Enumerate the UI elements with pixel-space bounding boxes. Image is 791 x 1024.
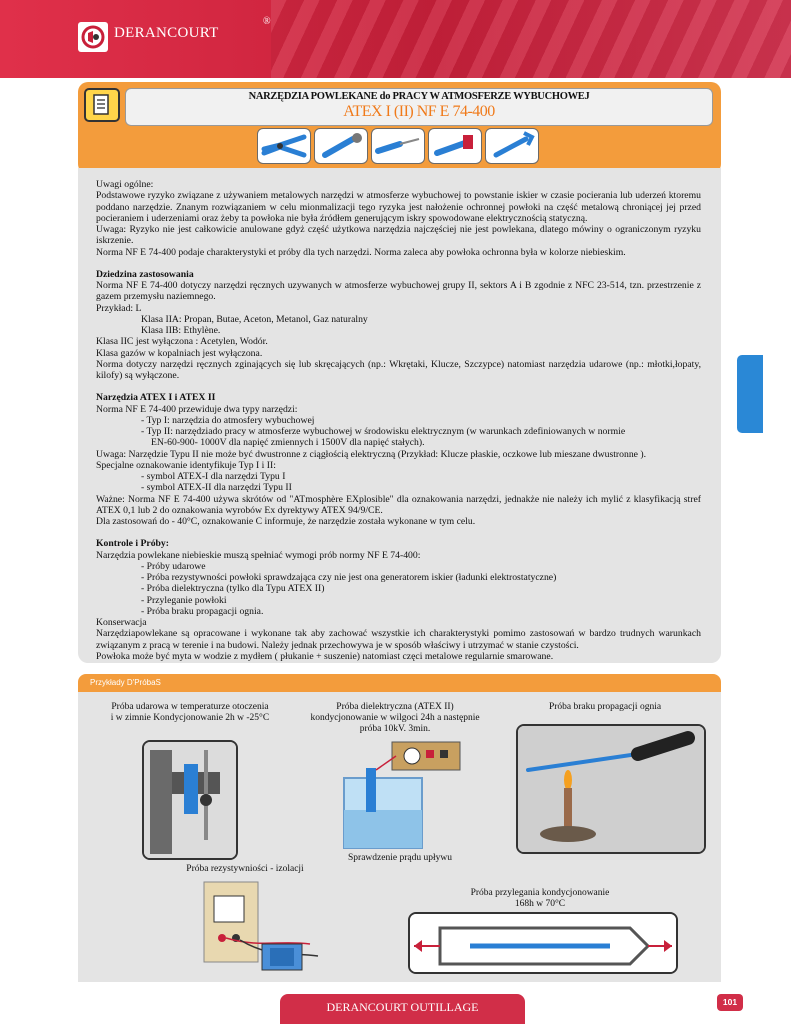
list-item: EN-60-900- 1000V dla napięć zmiennych i 1500V dla napięć stałych). <box>151 437 425 449</box>
title-box <box>125 88 713 126</box>
paragraph: Dla zastosowań do - 40°C, oznakowanie C informuje, że narzędzie została wykonane w tym celu. <box>96 516 476 527</box>
paragraph: Specjalne oznakowanie identyfikuje Typ I i II: <box>96 459 276 471</box>
dielectric-test-photo <box>336 740 466 852</box>
paragraph: Uwaga: Narzędzie Typu II nie może być dwustronne z ciągłością elektryczną (Przykład: Klucze płaskie, oczkowe lub mieszane dwustronne ). <box>96 448 647 460</box>
section-heading-atex: Narzędzia ATEX I i ATEX II <box>96 392 216 404</box>
pliers-icon <box>257 128 311 164</box>
list-item: - symbol ATEX-II dla narzędzi Typu II <box>141 482 292 494</box>
paragraph: Ważne: Norma NF E 74-400 używa skrótów od "ATmosphère EXplosible" dla oznakowania narzędzi, jednakże nie należy ich mylić z klasyfikacją stref ATEX 0,1 lub 2 do oznakowania wyrobów Ex dyrektywy ATEX 94/9/CE. <box>96 493 701 516</box>
paragraph: Konserwacja <box>96 617 147 628</box>
list-item: - Typ I: narzędzia do atmosfery wybuchowej <box>141 414 315 426</box>
examples-strip <box>78 674 721 692</box>
list-item: - Próba rezystywności powłoki sprawdzająca czy nie jest ona generatorem iskier (ładunki elektrostatyczne) <box>141 572 557 583</box>
footer-label: DERANCOURT OUTILLAGE <box>280 994 525 1024</box>
header-tools-background <box>271 0 791 78</box>
open-end-wrench-icon <box>485 128 539 164</box>
screwdriver-icon <box>371 128 425 164</box>
paragraph: Powłoka może być myta w wodzie z mydłem ( płukanie + suszenie) natomiast częci metalowe regularnie smarowane. <box>96 650 554 662</box>
section-heading-application: Dziedzina zastosowania <box>96 268 194 280</box>
paragraph: Klasa IIC jest wyłączona : Acetylen, Wodór. <box>96 336 268 348</box>
paragraph: Narzędziapowlekane są opracowane i wykonane tak aby zachować wszystkie ich charakterystyki pomimo zastosowań w bardzo trudnych warunkach związanym z pracą w terenie i na budowi. Należy jednak przechowywa je w sposób właściwy i utrzymać w stanie czystości. <box>96 628 701 651</box>
caption-resistivity-test: Próba rezystywniości - izolacji <box>186 864 304 874</box>
list-item: - symbol ATEX-I dla narzędzi Typu I <box>141 471 286 482</box>
caption-leakage-current: Sprawdzenie prądu upływu <box>348 853 452 863</box>
paragraph: Norma NF E 74-400 podaje charakterystyki et próby dla tych narzędzi. Norma zaleca aby powłoka ochronna była w kolorze niebieskim. <box>96 246 626 258</box>
caption-fire-test: Próba braku propagacji ognia <box>548 702 662 712</box>
general-notes-heading: Uwagi ogólne: <box>96 179 154 190</box>
document-icon <box>84 88 120 122</box>
title-line1: NARZĘDZIA POWLEKANE do PRACY W ATMOSFERZE WYBUCHOWEJ <box>248 91 590 102</box>
brand-logo <box>78 22 108 52</box>
list-item: - Próba braku propagacji ognia. <box>141 605 264 617</box>
adjustable-wrench-icon <box>314 128 368 164</box>
adhesion-test-photo <box>408 912 678 974</box>
title-line2: ATEX I (II) NF E 74-400 <box>343 103 495 120</box>
caption-adhesion-test: Próba przylegania kondycjonowanie 168h w 70°C <box>470 888 610 909</box>
section-side-tab <box>737 355 763 433</box>
paragraph: Uwaga: Ryzyko nie jest całkowicie anulowane gdyż część użytkowa narzędzia najczęściej nie jest powlekana, dlatego mówiny o ograniczonym ryzyku iskrzenie. <box>96 224 701 247</box>
list-item: - Przyleganie powłoki <box>141 594 227 606</box>
list-item: - Próba dielektryczna (tylko dla Typu ATEX II) <box>141 583 325 595</box>
paragraph: Norma NF E 74-400 przewiduje dwa typy narzędzi: <box>96 403 298 415</box>
paragraph: Norma dotyczy narzędzi ręcznych zginających się lub skręcających (np.: Wkrętaki, Klucze, Szczypce) natomiast narzędzia udarowe (np.: młotki,łopaty, kilofy) są wyłączone. <box>96 358 701 381</box>
examples-label: Przykłady D'PróbaS <box>90 678 161 687</box>
paragraph: Klasa IIB: Ethylène. <box>141 325 221 336</box>
registered-mark: ® <box>263 16 271 27</box>
page-number: 101 <box>717 994 743 1011</box>
fire-test-photo <box>516 724 706 854</box>
caption-dielectric-test: Próba dielektryczna (ATEX II) kondycjonowanie w wilgoci 24h a następnie próba 10kV. 3min. <box>310 702 480 734</box>
content-text <box>96 179 701 662</box>
paragraph: Podstawowe ryzyko związane z używaniem metalowych narzędzi w atmosferze wybuchowej to powstanie iskier w czasie pocierania lub uderzeń ktoremu poddano narzędzie. Znanym rozwiązaniem w celu mionmalizacji tego ryzyka jest nałożenie ochronnej powłoki na część metalową chroniącej jej przed pocieraniem i uderzeniami oraz żeby ta powłoka nie była źródłem generującym iskry spowodowane elektrycznością statyczną. <box>96 190 701 224</box>
tool-thumbnails <box>257 128 539 164</box>
brand-name: DERANCOURT <box>114 25 219 41</box>
paragraph: Przykład: L <box>96 302 142 314</box>
paragraph: Narzędzia powlekane niebieskie muszą spełniać wymogi prób normy NF E 74-400: <box>96 549 421 561</box>
list-item: - Typ II: narzędziado pracy w atmosferze wybuchowej w środowisku elektrycznym (w warunkach zdefiniowanych w normie <box>141 426 626 437</box>
paragraph: Klasa IIA: Propan, Butae, Aceton, Metanol, Gaz naturalny <box>141 313 368 325</box>
section-heading-tests: Kontrole i Próby: <box>96 538 170 550</box>
list-item: - Próby udarowe <box>141 560 206 572</box>
paragraph: Norma NF E 74-400 dotyczy narzędzi ręcznych uzywanych w atmosferze wybuchowej grupy II, sektors A i B zgodnie z NFC 23-514, tzn. przestrzenie z gazem przemysłu naziemnego. <box>96 280 701 303</box>
impact-test-photo <box>142 740 238 860</box>
pipe-wrench-icon <box>428 128 482 164</box>
caption-impact-test: Próba udarowa w temperaturze otoczenia i w zimnie Kondycjonowanie 2h w -25°C <box>110 702 270 723</box>
logo-icon <box>81 25 105 49</box>
resistivity-test-photo <box>200 878 322 978</box>
paragraph: Klasa gazów w kopalniach jest wyłączona. <box>96 347 263 359</box>
